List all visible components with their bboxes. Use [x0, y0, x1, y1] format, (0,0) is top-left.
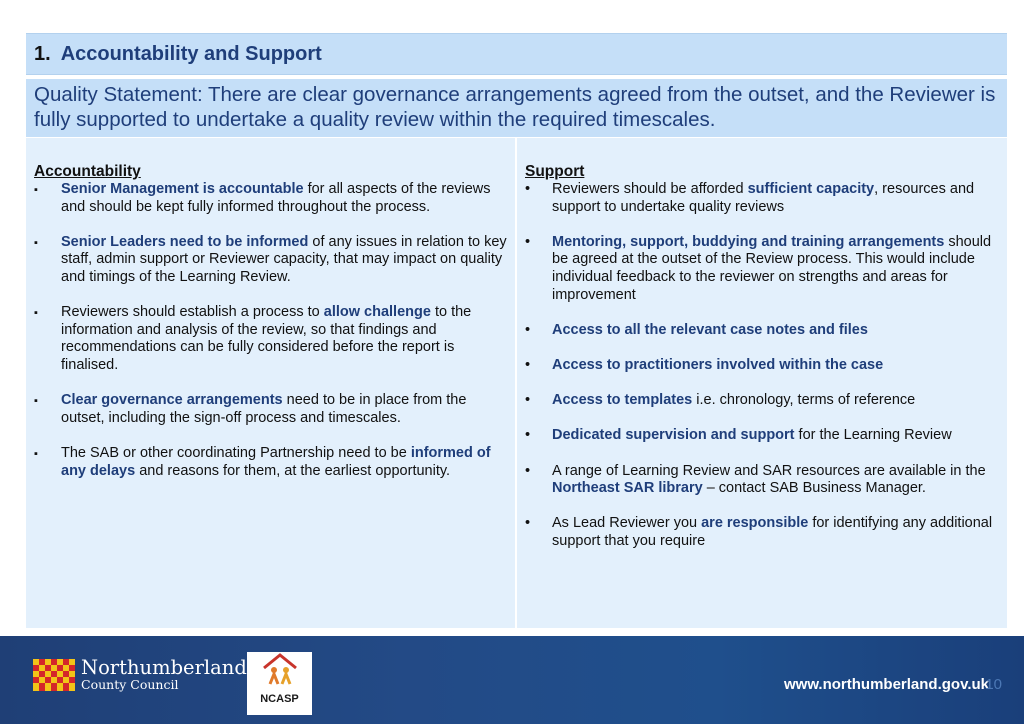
item-text: to the information and analysis of the review, so that findings and recommendations can be fully considered before the report is finalised.: [61, 304, 472, 373]
bullet-item: [525, 515, 999, 550]
item-text: for identifying any additional support that you require: [552, 515, 993, 549]
item-emphasis: informed of any delays: [61, 444, 491, 479]
item-emphasis: are responsible: [701, 515, 809, 532]
bullet-icon: •: [525, 515, 531, 532]
item-text: Reviewers should be afforded: [552, 181, 748, 197]
item-text: should be agreed at the outset of the Review process. This would include individual feedback to the reviewer on strengths and areas for improvement: [552, 233, 992, 303]
item-text: i.e. chronology, terms of reference: [692, 392, 916, 409]
item-text: – contact SAB Business Manager.: [702, 480, 926, 497]
support-title: Support: [525, 163, 585, 180]
item-text: need to be in place from the outset, including the sign-off process and timescales.: [61, 392, 467, 426]
item-emphasis: Access to practitioners involved within the case: [552, 356, 884, 373]
bullet-item: [525, 357, 999, 375]
bullet-item: [34, 304, 507, 374]
accountability-list: [34, 181, 507, 480]
item-text: , resources and support to undertake quality reviews: [552, 181, 975, 215]
ncasp-wordmark: NCASP: [260, 693, 299, 705]
support-list: [525, 181, 999, 550]
item-emphasis: Access to all the relevant case notes and files: [552, 321, 868, 338]
bullet-icon: •: [525, 462, 531, 479]
quality-statement: Quality Statement: There are clear governance arrangements agreed from the outset, and the Reviewer is fully supported to undertake a quality review within the required timescales.: [26, 79, 1007, 137]
item-emphasis: Access to templates: [552, 392, 693, 409]
bullet-item: [34, 181, 507, 216]
accountability-title: Accountability: [34, 163, 141, 180]
item-emphasis: Dedicated supervision and support: [552, 427, 795, 444]
item-text: A range of Learning Review and SAR resources are available in the: [552, 462, 986, 479]
ncasp-house-icon: [260, 652, 300, 686]
item-emphasis: Senior Leaders need to be informed: [61, 233, 309, 250]
council-name: Northumberland: [81, 656, 247, 679]
item-text: for all aspects of the reviews and should be kept fully informed throughout the process.: [61, 181, 491, 215]
website-link[interactable]: www.northumberland.gov.uk: [783, 676, 989, 693]
bullet-icon: •: [525, 356, 531, 373]
bullet-item: [525, 234, 999, 304]
northumberland-logo[interactable]: [33, 658, 247, 692]
item-text: and reasons for them, at the earliest opportunity.: [135, 462, 451, 479]
bullet-icon: •: [525, 392, 531, 409]
bullet-item: [525, 181, 999, 216]
bullet-icon: •: [525, 427, 531, 444]
item-emphasis: Northeast SAR library: [552, 480, 703, 497]
council-crest-icon: [33, 659, 75, 691]
bullet-icon: ▪: [34, 184, 38, 196]
bullet-icon: ▪: [34, 236, 38, 249]
item-emphasis: allow challenge: [323, 304, 431, 321]
council-subtitle: County Council: [81, 677, 179, 692]
bullet-icon: ▪: [34, 447, 38, 460]
item-text: As Lead Reviewer you: [552, 515, 702, 532]
bullet-item: [525, 427, 999, 445]
item-text: Reviewers should establish a process to: [61, 304, 324, 321]
bullet-icon: •: [525, 321, 531, 338]
footer: [0, 636, 1024, 724]
item-text: The SAB or other coordinating Partnership need to be: [61, 444, 411, 461]
ncasp-logo[interactable]: [247, 652, 312, 715]
bullet-item: [525, 392, 999, 410]
support-panel: [517, 138, 1007, 628]
bullet-icon: •: [525, 181, 531, 197]
bullet-icon: ▪: [34, 307, 38, 320]
bullet-item: [34, 445, 507, 480]
bullet-item: [34, 392, 507, 427]
accountability-panel: [26, 138, 515, 628]
item-text: for the Learning Review: [794, 427, 952, 444]
item-emphasis: Clear governance arrangements: [61, 392, 283, 409]
bullet-item: [525, 322, 999, 340]
page-number: 10: [985, 676, 1002, 693]
item-emphasis: Mentoring, support, buddying and training arrangements: [552, 233, 945, 250]
item-text: of any issues in relation to key staff, admin support or Reviewer capacity, that may impact on quality and timings of the Learning Review.: [61, 233, 507, 285]
section-title: Accountability and Support: [60, 42, 322, 65]
section-heading: [26, 33, 1007, 75]
section-number: 1.: [34, 42, 51, 65]
bullet-icon: •: [525, 233, 531, 250]
bullet-item: [34, 234, 507, 287]
item-emphasis: sufficient capacity: [747, 181, 875, 197]
bullet-item: [525, 463, 999, 498]
bullet-icon: ▪: [34, 395, 38, 408]
item-emphasis: Senior Management is accountable: [61, 181, 304, 197]
